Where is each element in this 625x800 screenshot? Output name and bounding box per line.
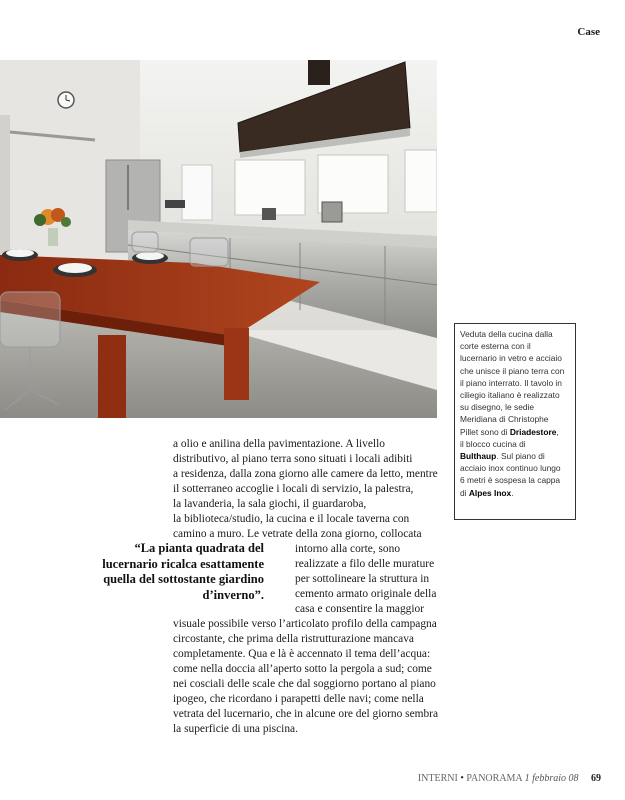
body-text-line: realizzate a filo delle murature bbox=[295, 558, 435, 570]
body-text-line: come nella doccia all’aperto sotto la pergola a sud; come bbox=[173, 663, 432, 675]
chair bbox=[0, 292, 60, 347]
footer-supplement: PANORAMA bbox=[466, 773, 523, 784]
body-text-line: casa e consentire la maggior bbox=[295, 603, 425, 615]
body-text-line: la lavanderia, la sala giochi, il guardaroba, bbox=[173, 498, 367, 510]
caption-brand-driadestore: Driadestore bbox=[509, 426, 557, 437]
caption-line: il piano interrato. Il tavolo in bbox=[460, 377, 562, 388]
photo-caption bbox=[454, 323, 576, 520]
body-text-line: distributivo, al piano terra sono situati i locali adibiti bbox=[173, 453, 413, 465]
page-footer bbox=[418, 773, 601, 784]
caption-line: ciliegio italiano è realizzato bbox=[460, 390, 560, 401]
body-text-line: a residenza, dalla zona giorno alle camere da letto, mentre bbox=[173, 468, 438, 480]
body-text-line: la superficie di una piscina. bbox=[173, 723, 298, 735]
caption-line: acciaio inox continuo lungo bbox=[460, 463, 561, 474]
caption-line: il blocco cucina di bbox=[460, 438, 526, 449]
body-text-line: completamente. Qua e là è accennato il tema dell’acqua: bbox=[173, 648, 431, 660]
page-number: 69 bbox=[591, 773, 601, 784]
caption-line: di bbox=[460, 487, 469, 498]
section-label: Case bbox=[577, 26, 600, 38]
body-text-line: nei cosciali delle scale che dal soggiorno portano al piano bbox=[173, 678, 436, 690]
caption-brand-alpes-inox: Alpes Inox bbox=[468, 487, 512, 498]
caption-line: lucernario in vetro e acciaio bbox=[460, 353, 562, 364]
caption-line: 6 metri è sospesa la cappa bbox=[460, 475, 561, 486]
body-text-line: per sottolineare la struttura in bbox=[295, 573, 430, 585]
caption-line: corte esterna con il bbox=[460, 341, 531, 352]
caption-line: che unisce il piano terra con bbox=[460, 365, 565, 376]
body-text-line: ipogeo, che ricordano i parapetti delle navi; come nella bbox=[173, 693, 424, 705]
body-text-line: intorno alla corte, sono bbox=[295, 543, 401, 555]
caption-line: Pillet sono di bbox=[460, 426, 510, 437]
body-text-line: camino a muro. Le vetrate della zona giorno, collocata bbox=[173, 528, 422, 540]
body-text-line: cemento armato originale della bbox=[295, 588, 437, 600]
body-text-line: il sotterraneo accoglie i locali di servizio, la palestra, bbox=[173, 483, 414, 495]
footer-separator: • bbox=[460, 773, 464, 784]
caption-line: . Sul piano di bbox=[496, 451, 545, 462]
body-text-line: la biblioteca/studio, la cucina e il locale taverna con bbox=[173, 513, 410, 525]
caption-line: Meridiana di Christophe bbox=[460, 414, 549, 425]
caption-line: Veduta della cucina dalla bbox=[460, 329, 553, 339]
footer-magazine: INTERNI bbox=[417, 773, 458, 784]
body-text-line: vetrata del lucernario, che in alcune ore del giorno sembra bbox=[173, 708, 439, 720]
footer-date: 1 febbraio 08 bbox=[524, 773, 579, 784]
pull-quote: “La pianta quadrata del lucernario ricalca esattamente quella del sottostante giardino d’inverno”. bbox=[102, 541, 264, 602]
caption-line: . bbox=[511, 487, 514, 498]
kitchen-photo bbox=[0, 60, 437, 418]
caption-line: su disegno, le sedie bbox=[460, 402, 535, 413]
body-text-line: visuale possibile verso l’articolato profilo della campagna bbox=[173, 618, 437, 630]
caption-line: , bbox=[556, 426, 559, 437]
body-text-line: a olio e anilina della pavimentazione. A livello bbox=[173, 438, 385, 450]
body-text-line: circostante, che prima della ristrutturazione mancava bbox=[173, 633, 414, 645]
caption-brand-bulthaup: Bulthaup bbox=[460, 451, 497, 462]
